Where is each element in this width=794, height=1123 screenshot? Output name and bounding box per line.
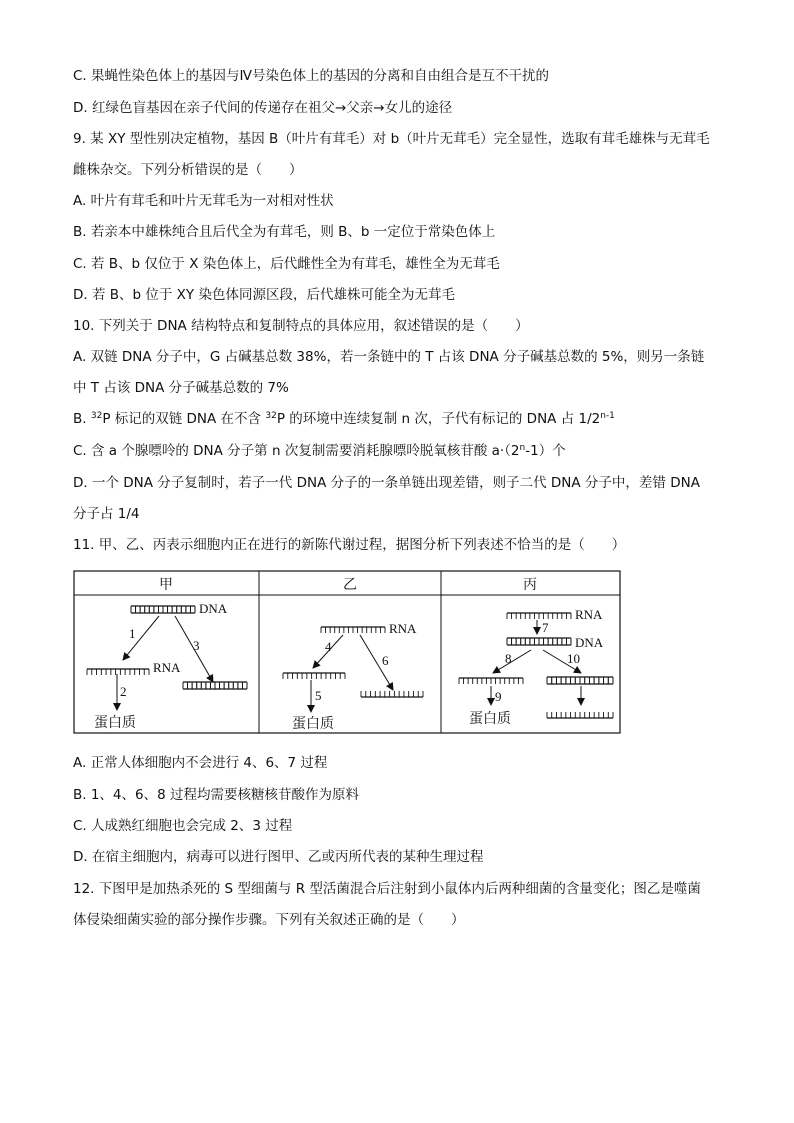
q9-stem-line1: 9. 某 XY 型性别决定植物，基因 B（叶片有茸毛）对 b（叶片无茸毛）完全显性，选取有茸毛雄株与无茸毛 xyxy=(73,131,710,147)
bing-protein-label: 蛋白质 xyxy=(469,711,511,727)
jia-protein-label: 蛋白质 xyxy=(94,715,136,731)
q9-option-d: D. 若 B、b 位于 XY 染色体同源区段，后代雄株可能全为无茸毛 xyxy=(73,287,455,303)
q10-b-mid2: P 的环境中连续复制 n 次，子代有标记的 DNA 占 1/2 xyxy=(276,411,601,427)
q10-b-sup1: 32 xyxy=(90,411,103,421)
q10-b-sup3: n-1 xyxy=(600,411,615,421)
panel-jia xyxy=(87,601,247,731)
bing-rna-label: RNA xyxy=(575,607,603,622)
q9-stem-line2: 雌株杂交。下列分析错误的是（ ） xyxy=(73,162,303,178)
yi-protein-label: 蛋白质 xyxy=(292,716,334,732)
q11-option-a: A. 正常人体细胞内不会进行 4、6、7 过程 xyxy=(73,755,328,771)
q11-figure xyxy=(73,570,621,734)
q8-option-d: D. 红绿色盲基因在亲子代间的传递存在祖父→父亲→女儿的途径 xyxy=(73,100,453,116)
q8-option-c: C. 果蝇性染色体上的基因与Ⅳ号染色体上的基因的分离和自由组合是互不干扰的 xyxy=(73,68,549,84)
jia-dna-product-strand xyxy=(183,682,247,689)
jia-dna-strand xyxy=(131,606,195,613)
q10-c-prefix: C. 含 a 个腺嘌呤的 DNA 分子第 n 次复制需要消耗腺嘌呤脱氧核苷酸 a·（2 xyxy=(73,443,520,459)
q10-c-post: -1）个 xyxy=(525,443,566,459)
q9-option-a: A. 叶片有茸毛和叶片无茸毛为一对相对性状 xyxy=(73,193,334,209)
q10-option-a-line2: 中 T 占该 DNA 分子碱基总数的 7% xyxy=(73,380,289,396)
q11-figure-svg xyxy=(73,570,621,734)
q11-stem: 11. 甲、乙、丙表示细胞内正在进行的新陈代谢过程，据图分析下列表述不恰当的是（ ） xyxy=(73,537,626,553)
q10-option-b xyxy=(73,410,615,428)
q11-option-c: C. 人成熟红细胞也会完成 2、3 过程 xyxy=(73,818,293,834)
q10-b-mid: P 标记的双链 DNA 在不含 xyxy=(102,411,266,427)
jia-rna-strand xyxy=(87,669,149,675)
header-yi: 乙 xyxy=(343,577,357,593)
bing-step-9: 9 xyxy=(495,689,502,704)
q10-option-a-line1: A. 双链 DNA 分子中，G 占碱基总数 38%，若一条链中的 T 占该 DNA 分子碱基总数的 5%，则另一条链 xyxy=(73,349,705,365)
bing-dna-copy-strand xyxy=(547,712,613,718)
yi-step-4: 4 xyxy=(325,639,332,654)
q9-option-b: B. 若亲本中雄株纯合且后代全为有茸毛，则 B、b 一定位于常染色体上 xyxy=(73,224,496,240)
q10-stem: 10. 下列关于 DNA 结构特点和复制特点的具体应用，叙述错误的是（ ） xyxy=(73,318,529,334)
yi-step-5: 5 xyxy=(315,688,322,703)
q10-option-d-line2: 分子占 1/4 xyxy=(73,506,140,522)
bing-arrow-8 xyxy=(493,650,531,673)
yi-rna-label: RNA xyxy=(389,621,417,636)
jia-step-1: 1 xyxy=(129,626,136,641)
q10-option-c xyxy=(73,442,566,460)
jia-rna-label: RNA xyxy=(153,660,181,675)
q10-b-sup2: 32 xyxy=(265,411,277,421)
q11-option-d: D. 在宿主细胞内，病毒可以进行图甲、乙或丙所代表的某种生理过程 xyxy=(73,849,484,865)
bing-dna-label: DNA xyxy=(575,635,604,650)
panel-bing xyxy=(459,607,613,727)
bing-step-10: 10 xyxy=(567,651,580,666)
header-bing: 丙 xyxy=(523,577,537,593)
q10-option-d-line1: D. 一个 DNA 分子复制时，若子一代 DNA 分子的一条单链出现差错，则子二代 DNA 分子中，差错 DNA xyxy=(73,475,700,491)
yi-rna-product-strand xyxy=(283,673,345,679)
panel-yi xyxy=(283,621,423,732)
bing-step-7: 7 xyxy=(542,620,549,635)
jia-dna-label: DNA xyxy=(199,601,228,616)
q12-stem-line1: 12. 下图甲是加热杀死的 S 型细菌与 R 型活菌混合后注射到小鼠体内后两种细菌的含量变化；图乙是噬菌 xyxy=(73,881,701,897)
q10-c-sup: n xyxy=(519,443,526,453)
yi-dna-product-strand xyxy=(361,691,423,697)
jia-step-3: 3 xyxy=(193,638,200,653)
q10-b-prefix: B. xyxy=(73,411,91,427)
bing-rna-strand xyxy=(507,613,571,619)
q11-option-b: B. 1、4、6、8 过程均需要核糖核苷酸作为原料 xyxy=(73,787,359,803)
q9-option-c: C. 若 B、b 仅位于 X 染色体上，后代雌性全为有茸毛，雄性全为无茸毛 xyxy=(73,256,500,272)
q12-stem-line2: 体侵染细菌实验的部分操作步骤。下列有关叙述正确的是（ ） xyxy=(73,912,465,928)
jia-step-2: 2 xyxy=(120,684,127,699)
bing-step-8: 8 xyxy=(505,651,512,666)
yi-rna-strand xyxy=(321,627,385,633)
bing-dna-strand xyxy=(507,638,571,645)
header-jia: 甲 xyxy=(159,577,173,593)
yi-step-6: 6 xyxy=(382,653,389,668)
bing-dna-product-strand xyxy=(547,677,613,684)
bing-rna-product-strand xyxy=(459,678,523,684)
